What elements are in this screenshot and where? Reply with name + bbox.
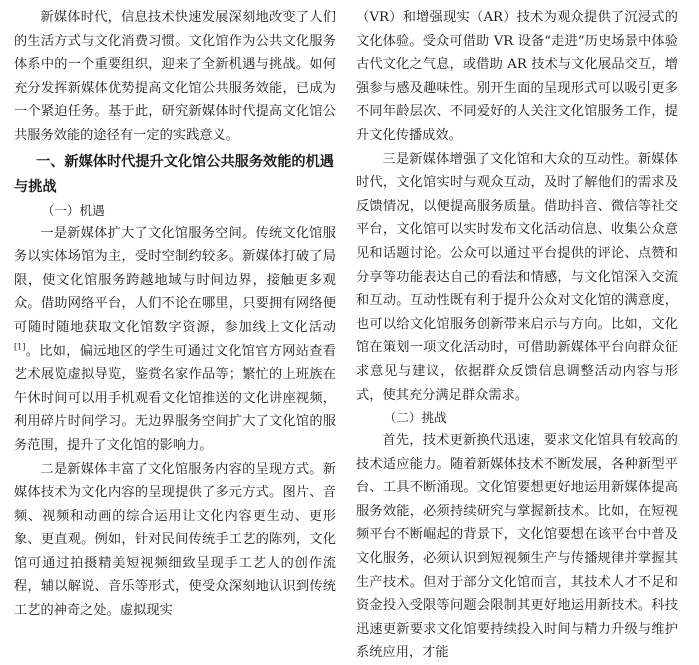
right-column (356, 6, 678, 665)
paragraph-opportunity-3: 三是新媒体增强了文化馆和大众的互动性。新媒体时代，文化馆实时与观众互动，及时了解他们的需求及反馈情况，以便提高服务质量。借助抖音、微信等社交平台，文化馆可以实时发布文化活动信息、收集公众意见和话题讨论。公众可以通过平台提供的评论、点赞和分享等功能表达自己的看法和情感，与文化馆深入交流和互动。互动性既有利于提升公众对文化馆的满意度，也可以给文化馆服务创新带来启示与方向。比如，文化馆在策划一项文化活动时，可借助新媒体平台向群众征求意见与建议，依据群众反馈信息调整活动内容与形式，使其充分满足群众需求。 (356, 151, 678, 403)
left-column (14, 6, 336, 623)
subsection-heading-challenges: （二）挑战 (383, 410, 447, 426)
section-heading-1: 一、新媒体时代提升文化馆公共服务效能的机遇与挑战 (14, 153, 334, 195)
paragraph-opportunity-2: 二是新媒体丰富了文化馆服务内容的呈现方式。新媒体技术为文化内容的呈现提供了多元方式。图片、音频、视频和动画的综合运用让文化内容更生动、更形象、更直观。例如，针对民间传统手工艺的陈列，文化馆可通过拍摄精美短视频细致呈现手工艺人的创作流程，辅以解说、音乐等形式，使受众深刻地认识到传统工艺的神奇之处。虚拟现实 (14, 461, 336, 619)
intro-paragraph: 新媒体时代，信息技术快速发展深刻地改变了人们的生活方式与文化消费习惯。文化馆作为公共文化服务体系中的一个重要组织，迎来了全新机遇与挑战。如何充分发挥新媒体优势提高文化馆公共服务效能，已成为一个紧迫任务。基于此，研究新媒体时代提高文化馆公共服务效能的途径有一定的实践意义。 (14, 10, 336, 143)
paragraph-opportunity-2-continued: （VR）和增强现实（AR）技术为观众提供了沉浸式的文化体验。受众可借助 VR 设备“走进”历史场景中体验古代文化之气息，或借助 AR 技术与文化展品交互，增强参与感及趣味性。别开生面的呈现形式可以吸引更多不同年龄层次、不同爱好的人关注文化馆服务工作，提升文化传播成效。 (356, 10, 678, 143)
subsection-heading-opportunities: （一）机遇 (41, 202, 105, 218)
paragraph-opportunity-1-text-b: 。比如，偏远地区的学生可通过文化馆官方网站查看艺术展览虚拟导览，鉴赏名家作品等；繁忙的上班族在午休时间可以用手机观看文化馆推送的文化讲座视频，利用碎片时间学习。无边界服务空间扩大了文化馆的服务范围，提升了文化馆的影响力。 (14, 343, 336, 453)
paragraph-challenge-1: 首先，技术更新换代迅速，要求文化馆具有较高的技术适应能力。随着新媒体技术不断发展，各种新型平台、工具不断涌现。文化馆要想更好地运用新媒体提高服务效能，必须持续研究与掌握新技术。比如，在短视频平台不断崛起的背景下，文化馆要想在该平台中普及文化服务，必须认识到短视频生产与传播规律并掌握其生产技术。但对于部分文化馆而言，其技术人才不足和资金投入受限等问题会限制其更好地运用新技术。科技迅速更新要求文化馆要持续投入时间与精力升级与维护系统应用，才能 (356, 433, 678, 661)
paragraph-opportunity-1-text-a: 一是新媒体扩大了文化馆服务空间。传统文化馆服务以实体场馆为主，受时空制约较多。新媒体打破了局限，使文化馆服务跨越地域与时间边界，接触更多观众。借助网络平台，人们不论在哪里，只要拥有网络便可随时随地获取文化馆数字资源，参加线上文化活动 (14, 225, 336, 335)
paragraph-opportunity-1 (14, 222, 336, 458)
citation-1: [1] (14, 342, 26, 352)
